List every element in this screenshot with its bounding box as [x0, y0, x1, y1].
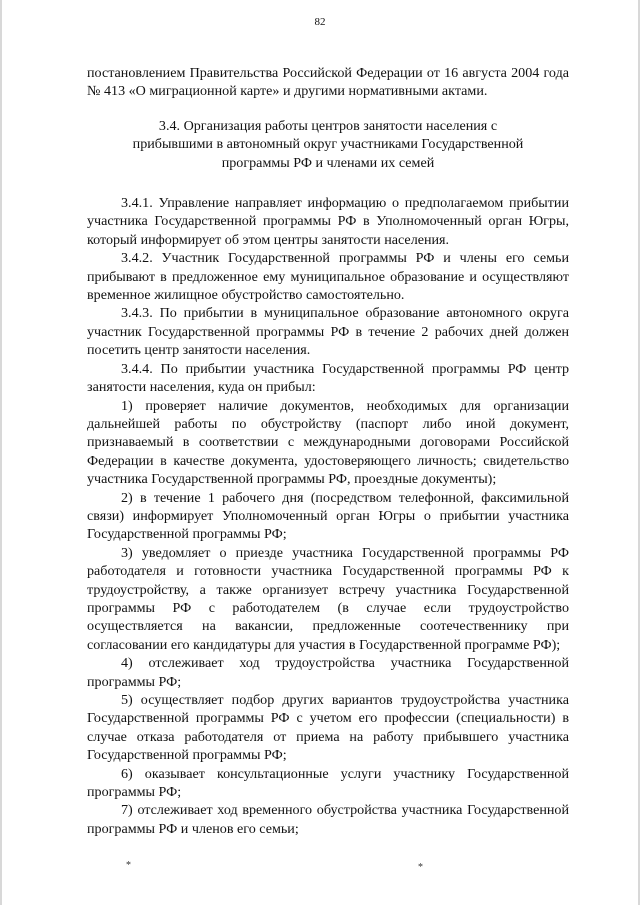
- scan-edge-left: [0, 0, 2, 905]
- paragraph-3-4-4: 3.4.4. По прибытии участника Государственной программы РФ центр занятости населения, куда он прибыл:: [87, 360, 569, 396]
- document-body: [87, 64, 569, 838]
- paragraph-3-4-3: 3.4.3. По прибытии в муниципальное образование автономного округа участник Государственной программы РФ в течение 2 рабочих дней должен посетить центр занятости населения.: [87, 305, 569, 359]
- list-item-5: 5) осуществляет подбор других вариантов трудоустройства участника Государственной программы РФ с учетом его профессии (специальности) в случае отказа работодателя от приема на работу прибывшего участника Государственной программы РФ;: [87, 692, 569, 764]
- list-item-6: 6) оказывает консультационные услуги участнику Государственной программы РФ;: [87, 765, 569, 801]
- paragraph-3-4-1: 3.4.1. Управление направляет информацию о предполагаемом прибытии участника Государственной программы РФ в Уполномоченный орган Югры, который информирует об этом центры занятости населения.: [87, 195, 569, 248]
- list-item-1: 1) проверяет наличие документов, необходимых для организации дальнейшей работы по обустройству (паспорт либо иной документ, признаваемый в соответствии с международными договорами Российской Федерации в качестве документа, удостоверяющего личность; свидетельство участника Государственной программы РФ, проездные документы);: [87, 397, 569, 488]
- scan-mark-right: *: [418, 862, 423, 873]
- paragraph-3-4-2: 3.4.2. Участник Государственной программы РФ и члены его семьи прибывают в предложенное ему муниципальное образование и осуществляют временное жилищное обустройство самостоятельно.: [87, 250, 569, 304]
- page-number: 82: [314, 16, 326, 28]
- list-item-4: 4) отслеживает ход трудоустройства участника Государственной программы РФ;: [87, 655, 569, 690]
- list-item-7: 7) отслеживает ход временного обустройства участника Государственной программы РФ и членов его семьи;: [87, 802, 569, 837]
- section-heading: 3.4. Организация работы центров занятости населения с прибывшими в автономный округ участниками Государственной программы РФ и членами их семей: [132, 117, 524, 171]
- intro-paragraph: постановлением Правительства Российской Федерации от 16 августа 2004 года № 413 «О миграционной карте» и другими нормативными актами.: [87, 65, 569, 100]
- list-item-3: 3) уведомляет о приезде участника Государственной программы РФ работодателя и готовности участника Государственной программы РФ к трудоустройству, а также организует встречу участника Государственной программы РФ с работодателем (в случае если трудоустройство осуществляется на вакансии, предложенные соотечественнику при согласовании его кандидатуры для участия в Государственной программе РФ);: [87, 544, 569, 653]
- list-item-2: 2) в течение 1 рабочего дня (посредством телефонной, факсимильной связи) информирует Уполномоченный орган Югры о прибытии участника Государственной программы РФ;: [87, 489, 569, 543]
- scan-mark-left: *: [126, 860, 131, 871]
